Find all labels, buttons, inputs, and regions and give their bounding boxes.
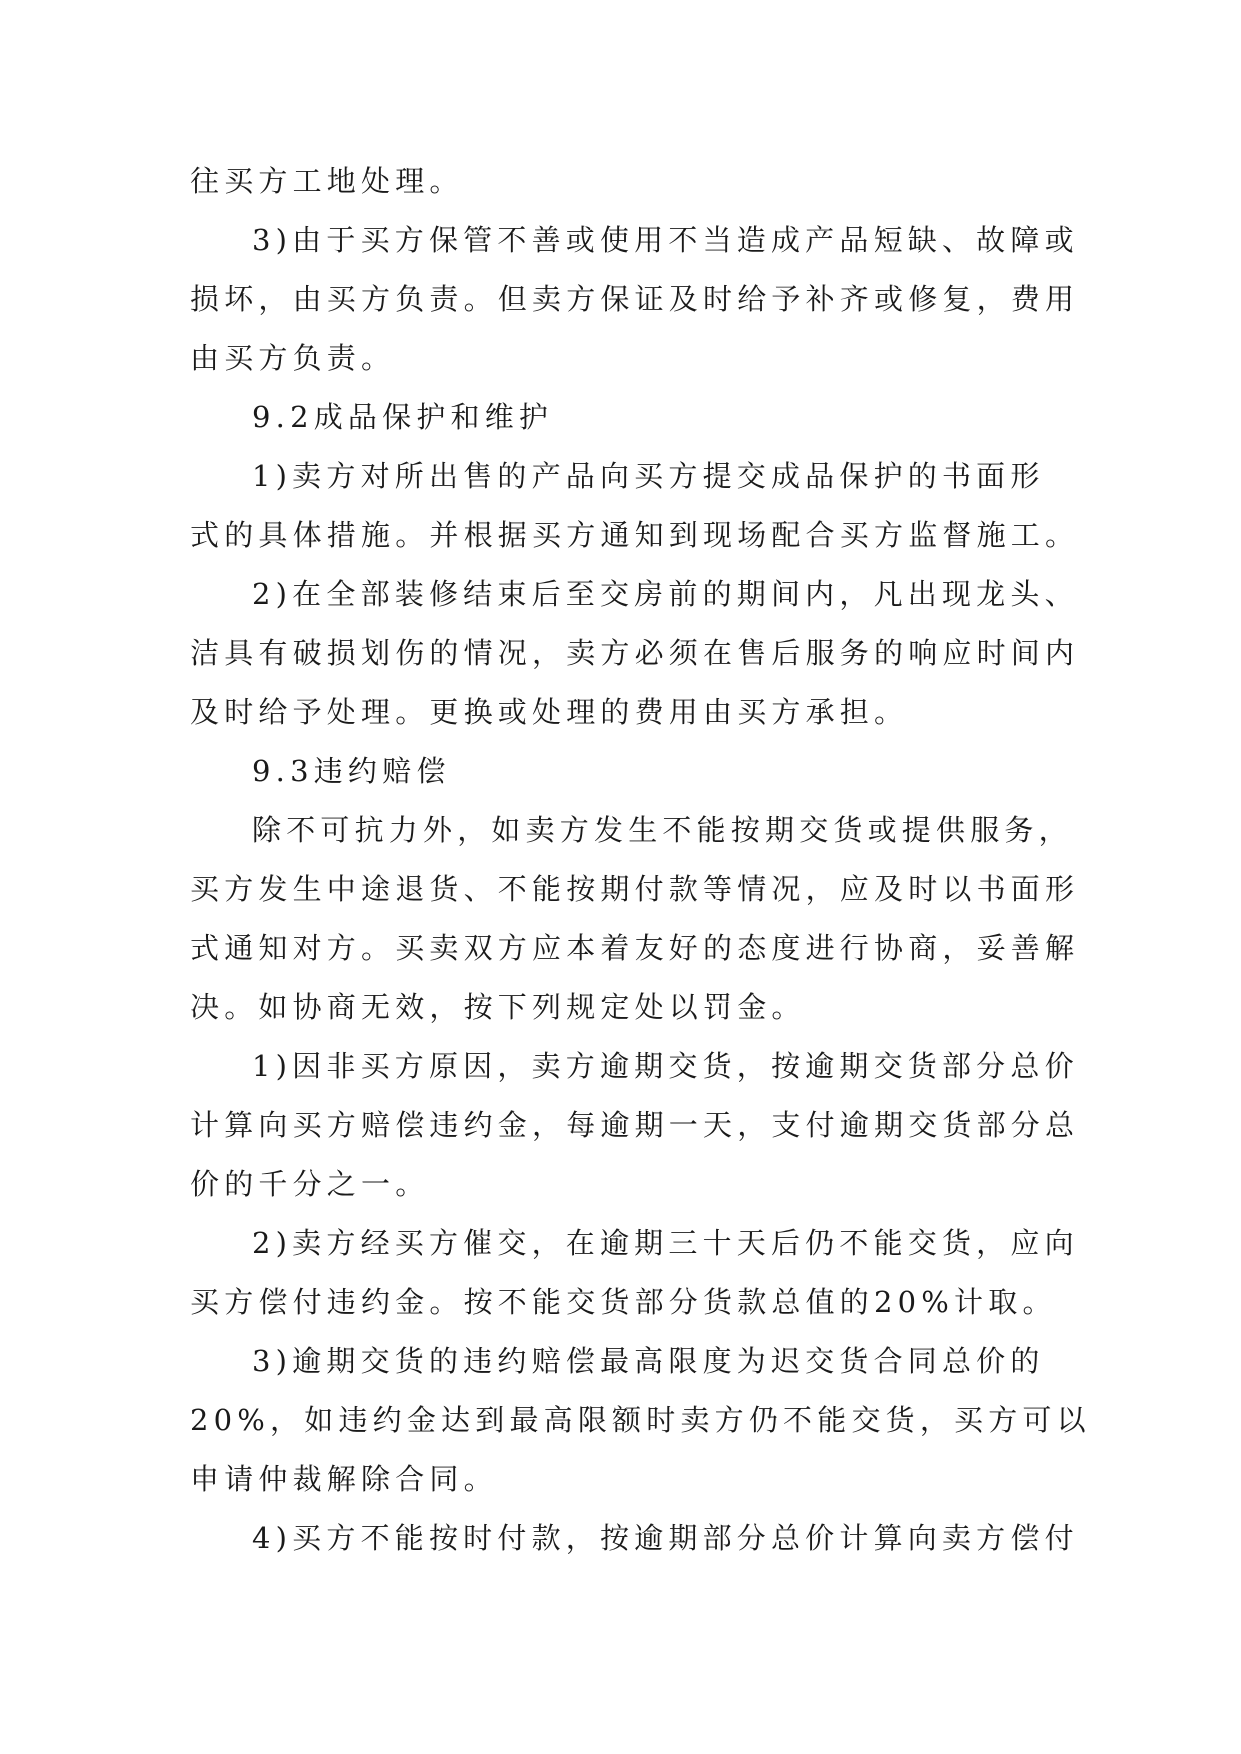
text-line: 及时给予处理。更换或处理的费用由买方承担。 — [190, 695, 909, 729]
text-line: 买方发生中途退货、不能按期付款等情况，应及时以书面形 — [190, 872, 1080, 906]
text-line: 洁具有破损划伤的情况，卖方必须在售后服务的响应时间内 — [190, 636, 1080, 670]
paragraph-continuation — [190, 152, 1060, 211]
paragraph-9-3-item-3 — [190, 1332, 1091, 1509]
text-line: 申请仲裁解除合同。 — [190, 1462, 498, 1496]
section-heading: 9.3违约赔偿 — [252, 754, 451, 788]
section-heading-9-3 — [190, 742, 1060, 801]
text-line: 除不可抗力外，如卖方发生不能按期交货或提供服务， — [252, 813, 1073, 847]
section-heading-9-2 — [190, 388, 1060, 447]
text-line: 1)因非买方原因，卖方逾期交货，按逾期交货部分总价 — [252, 1049, 1079, 1083]
text-line: 往买方工地处理。 — [190, 164, 464, 198]
text-line: 2)在全部装修结束后至交房前的期间内，凡出现龙头、 — [252, 577, 1079, 611]
text-line: 3)逾期交货的违约赔偿最高限度为迟交货合同总价的 — [252, 1344, 1045, 1378]
paragraph-9-3-intro — [190, 801, 1080, 1037]
text-line: 损坏，由买方负责。但卖方保证及时给予补齐或修复，费用 — [190, 282, 1080, 316]
text-line: 4)买方不能按时付款，按逾期部分总价计算向卖方偿付 — [252, 1521, 1079, 1555]
paragraph-9-3-item-2 — [190, 1214, 1079, 1332]
text-line: 决。如协商无效，按下列规定处以罚金。 — [190, 990, 806, 1024]
text-line: 1)卖方对所出售的产品向买方提交成品保护的书面形 — [252, 459, 1045, 493]
paragraph-9-3-item-1 — [190, 1037, 1080, 1214]
text-line: 3)由于买方保管不善或使用不当造成产品短缺、故障或 — [252, 223, 1079, 257]
text-line: 20%，如违约金达到最高限额时卖方仍不能交货，买方可以 — [190, 1403, 1091, 1437]
text-line: 2)卖方经买方催交，在逾期三十天后仍不能交货，应向 — [252, 1226, 1079, 1260]
text-line: 买方偿付违约金。按不能交货部分货款总值的20%计取。 — [190, 1285, 1057, 1319]
text-line: 式通知对方。买卖双方应本着友好的态度进行协商，妥善解 — [190, 931, 1080, 965]
paragraph-9-3-item-4 — [190, 1509, 1079, 1568]
text-line: 式的具体措施。并根据买方通知到现场配合买方监督施工。 — [190, 518, 1080, 552]
text-line: 价的千分之一。 — [190, 1167, 430, 1201]
paragraph-9-2-item-2 — [190, 565, 1080, 742]
paragraph-item-3 — [190, 211, 1080, 388]
text-line: 由买方负责。 — [190, 341, 396, 375]
text-line: 计算向买方赔偿违约金，每逾期一天，支付逾期交货部分总 — [190, 1108, 1080, 1142]
paragraph-9-2-item-1 — [190, 447, 1080, 565]
document-body — [190, 152, 1091, 1568]
section-heading: 9.2成品保护和维护 — [252, 400, 554, 434]
